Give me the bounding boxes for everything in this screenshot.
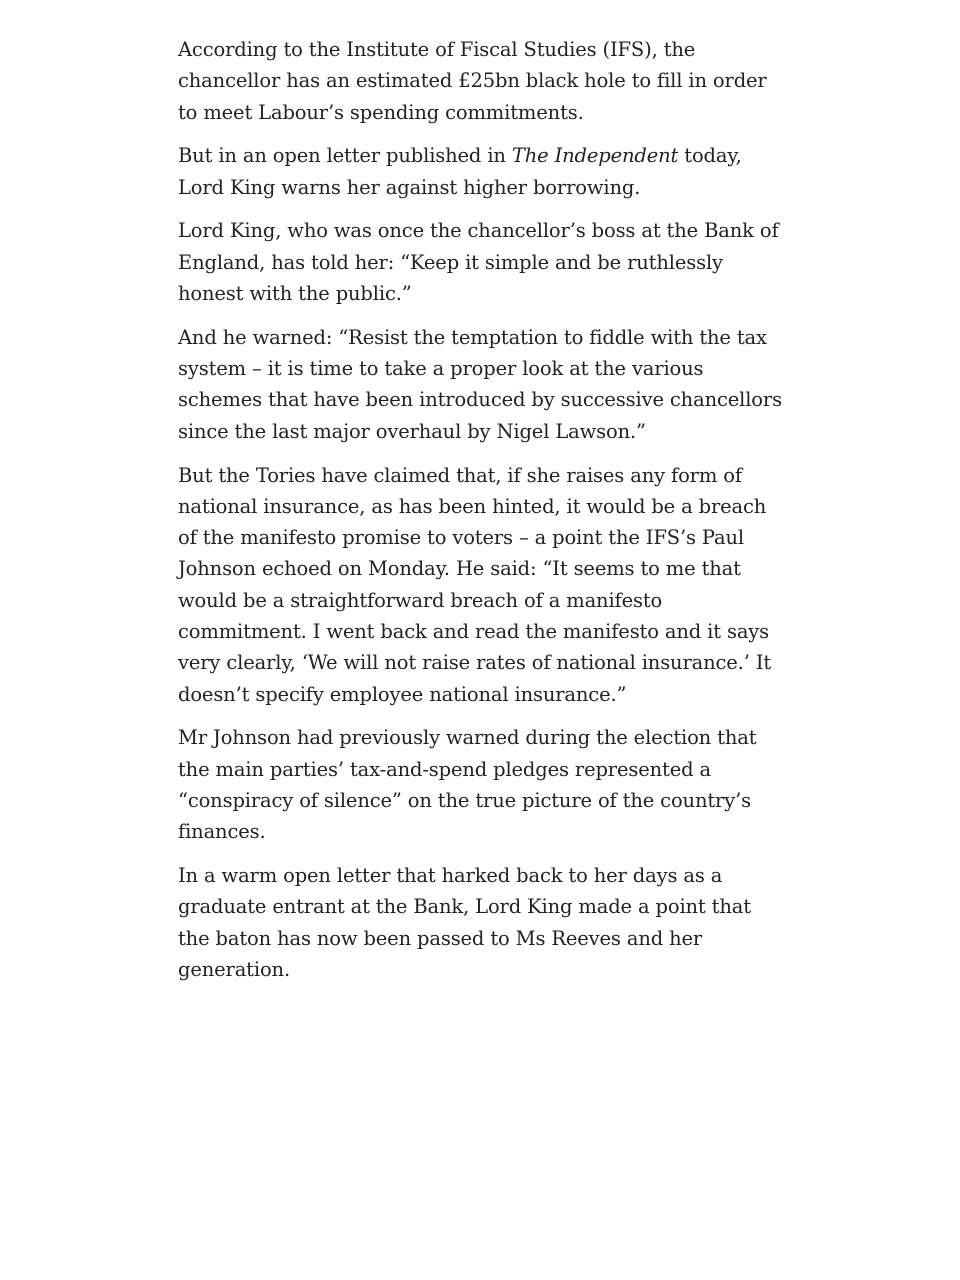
paragraph-ifs-black-hole: According to the Institute of Fiscal Studies (IFS), the chancellor has an estimated £25bn black hole to fill in order to meet Labour’s spending commitments. xyxy=(178,38,767,124)
paragraph-open-letter-before: But in an open letter published in xyxy=(178,144,512,168)
paragraph-lord-king-quote: Lord King, who was once the chancellor’s boss at the Bank of England, has told her: “Keep it simple and be ruthlessly honest with the public.” xyxy=(178,219,779,306)
article-body xyxy=(178,34,784,998)
paragraph-open-letter xyxy=(178,140,784,203)
paragraph-baton-passed: In a warm open letter that harked back to her days as a graduate entrant at the Bank, Lord King made a point that the baton has now been passed to Ms Reeves and her generation. xyxy=(178,864,751,982)
paragraph-open-letter-after: today, Lord King warns her against higher borrowing. xyxy=(178,144,742,199)
paragraph-conspiracy-of-silence: Mr Johnson had previously warned during the election that the main parties’ tax-and-spend pledges represented a “conspiracy of silence” on the true picture of the country’s finances. xyxy=(178,726,757,844)
publication-name: The Independent xyxy=(511,144,679,168)
paragraph-tax-system-warning: And he warned: “Resist the temptation to fiddle with the tax system – it is time to take a proper look at the various schemes that have been introduced by successive chancellors since the last major overhaul by Nigel Lawson.” xyxy=(178,325,782,443)
paragraph-national-insurance: But the Tories have claimed that, if she raises any form of national insurance, as has been hinted, it would be a breach of the manifesto promise to voters – a point the IFS’s Paul Johnson echoed on Monday. He said: “It seems to me that would be a straightforward breach of a manifesto commitment. I went back and read the manifesto and it says very clearly, ‘We will not raise rates of national insurance.’ It doesn’t specify employee national insurance.” xyxy=(178,463,772,706)
